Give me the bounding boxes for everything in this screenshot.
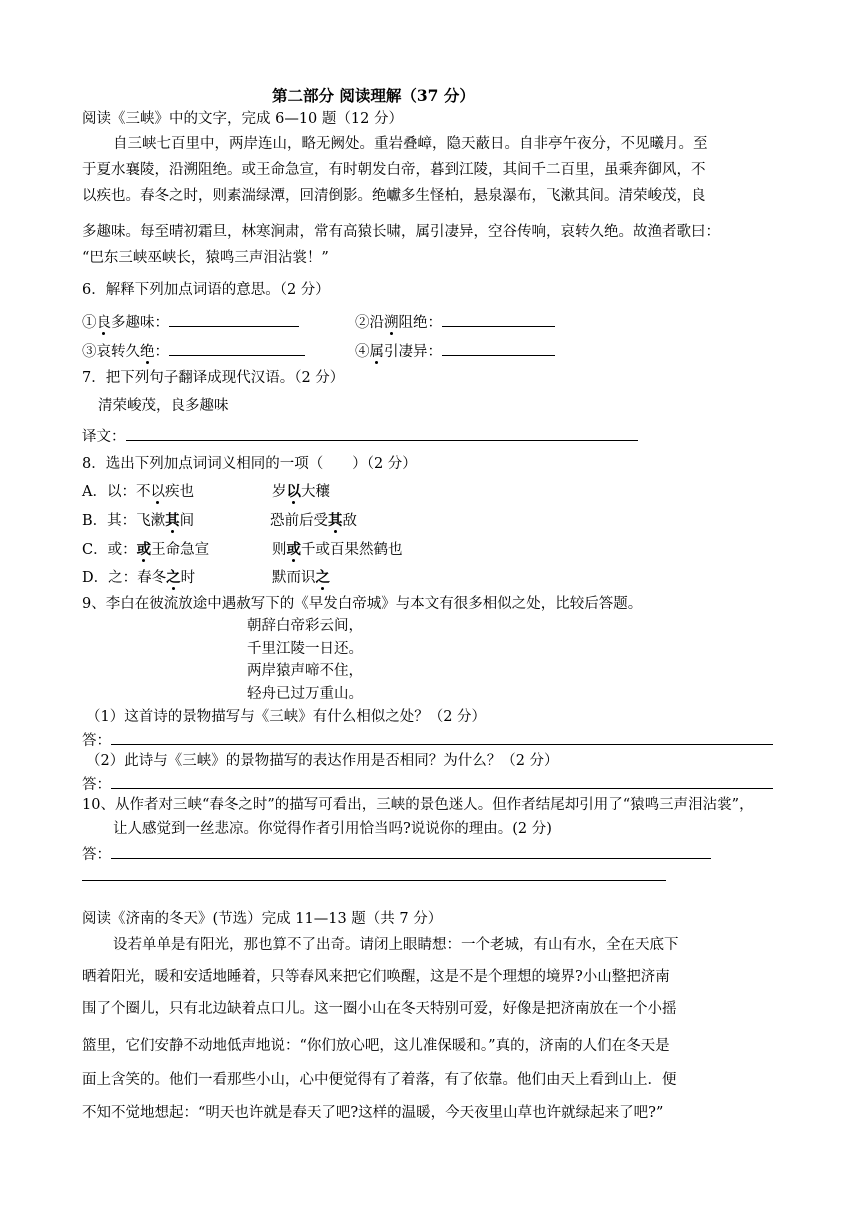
q7-stem: 7．把下列句子翻译成现代汉语。（2 分） (82, 370, 345, 386)
q6-item-d (355, 341, 555, 361)
q6-item-c (82, 341, 305, 361)
q8-c2-post: 千或百果然鹤也 (301, 542, 403, 558)
sec1-para-line: “巴东三峡巫峡长，猿鸣三声泪沾裳！” (82, 250, 329, 266)
q6-c-post: ： (154, 344, 169, 360)
q8-a-label: A．以：不 (82, 484, 151, 500)
poem-line: 轻舟已过万重山。 (247, 686, 363, 702)
sec2-para-line: 围了个圈儿，只有北边缺着点口儿。这一圈小山在冬天特别可爱，好像是把济南放在一个小摇 (82, 1001, 677, 1017)
q6-d-dotted-word: 属 (369, 344, 384, 360)
q8-b-label: B．其：飞漱 (82, 513, 166, 529)
q8-option-b (82, 512, 194, 530)
q8-d-dotted-1: 之 (166, 569, 181, 586)
q8-c-label: C．或： (82, 542, 137, 558)
q10-answer-label: 答： (82, 847, 111, 863)
q10-stem-line2: 让人感觉到一丝悲凉。你觉得作者引用恰当吗?说说你的理由。(2 分) (113, 821, 552, 837)
q6-c-answer-blank[interactable] (169, 341, 305, 356)
sec2-para-line: 篮里，它们安静不动地低声地说：“你们放心吧，这儿准保暖和。”真的，济南的人们在冬天是 (82, 1038, 670, 1054)
q8-option-a-2 (272, 483, 330, 501)
q6-item-b (355, 312, 555, 332)
q6-a-pre: ① (82, 315, 97, 331)
q6-a-answer-blank[interactable] (169, 312, 299, 327)
q6-b-answer-blank[interactable] (442, 312, 555, 327)
q9-answer1-label: 答： (82, 733, 111, 749)
sec2-para-line: 设若单单是有阳光，那也算不了出奇。请闭上眼睛想：一个老城，有山有水，全在天底下 (113, 937, 679, 953)
q6-stem: 6．解释下列加点词语的意思。（2 分） (82, 282, 330, 298)
q8-d-dotted-2: 之 (315, 569, 330, 586)
q7-answer-label: 译文： (82, 429, 126, 445)
section-title: 第二部分 阅读理解（37 分） (272, 86, 475, 105)
q8-c-mid: 王命急宣 (151, 542, 210, 558)
poem-line: 千里江陵一日还。 (247, 641, 363, 657)
q6-c-pre: ③哀转久 (82, 344, 140, 360)
q8-option-c-2 (272, 541, 403, 559)
q6-d-pre: ④ (355, 344, 370, 360)
q8-option-a (82, 483, 194, 501)
q6-item-a (82, 312, 299, 332)
q6-b-dotted-word: 溯 (384, 315, 399, 331)
q10-answer-blank[interactable] (111, 844, 711, 859)
q8-b-mid: 间 (179, 513, 195, 529)
q8-d-mid: 时 (180, 570, 196, 586)
sec1-para-line: 以疾也。春冬之时，则素湍绿潭，回清倒影。绝巘多生怪柏，悬泉瀑布，飞漱其间。清荣峻茂，良 (82, 188, 706, 204)
sec1-intro: 阅读《三峡》中的文字，完成 6—10 题（12 分） (82, 111, 403, 127)
q8-c-dotted-1: 或 (136, 541, 152, 558)
sec2-intro: 阅读《济南的冬天》(节选）完成 11—13 题（共 7 分） (82, 911, 443, 927)
q8-a2-pre: 岁 (272, 484, 287, 500)
sec2-para-line: 不知不觉地想起：“明天也许就是春天了吧?这样的温暖，今天夜里山草也许就绿起来了吧?” (82, 1105, 664, 1121)
q6-c-dotted-word: 绝 (140, 344, 155, 360)
sec2-para-line: 晒着阳光，暖和安适地睡着，只等春风来把它们唤醒，这是不是个理想的境界?小山整把济南 (82, 969, 670, 985)
q9-answer1-blank[interactable] (111, 730, 773, 745)
sec1-para-line: 自三峡七百里中，两岸连山，略无阙处。重岩叠嶂，隐天蔽日。自非亭午夜分，不见曦月。至 (113, 136, 708, 152)
q8-a-dotted-2: 以 (286, 483, 301, 500)
q9-stem: 9、李白在彼流放途中遇赦写下的《早发白帝城》与本文有很多相似之处，比较后答题。 (82, 596, 643, 612)
poem-line: 两岸猿声啼不住， (247, 663, 363, 679)
sec2-para-line: 面上含笑的。他们一看那些小山，心中便觉得有了着落，有了依靠。他们由天上看到山上．便 (82, 1072, 677, 1088)
q7-answer-blank[interactable] (126, 426, 638, 441)
q8-c-dotted-2: 或 (286, 541, 301, 558)
q10-answer-blank-2[interactable] (82, 880, 666, 881)
q9-answer2-blank[interactable] (111, 774, 773, 789)
q8-option-d-2 (272, 569, 330, 587)
q8-d-label: D．之：春冬 (82, 570, 167, 586)
q8-d2-pre: 默而识 (272, 570, 316, 586)
q8-b2-pre: 恐前后受 (270, 513, 328, 529)
q8-option-d (82, 569, 195, 587)
q9-answer1-line (82, 730, 773, 750)
q8-b-dotted-1: 其 (165, 512, 180, 529)
q8-option-b-2 (270, 512, 357, 530)
q6-a-post: 多趣味： (111, 315, 169, 331)
poem-line: 朝辞白帝彩云间， (247, 618, 363, 634)
q6-b-pre: ②沿 (355, 315, 384, 331)
q8-a-mid: 疾也 (164, 484, 194, 500)
q7-answer-line (82, 426, 638, 446)
q8-option-c (82, 541, 209, 559)
q9-sub2: （2）此诗与《三峡》的景物描写的表达作用是否相同？为什么？（2 分） (86, 753, 559, 769)
q10-answer-line (82, 844, 711, 864)
q6-a-dotted-word: 良 (96, 315, 111, 331)
q10-stem-line1: 10、从作者对三峡“春冬之时”的描写可看出，三峡的景色迷人。但作者结尾却引用了“猿鸣三声泪沾裳”， (82, 797, 754, 813)
q6-b-post: 阻绝： (398, 315, 442, 331)
q8-a2-post: 大穰 (301, 484, 330, 500)
q9-answer2-label: 答： (82, 777, 111, 793)
sec1-para-line: 于夏水襄陵，沿溯阻绝。或王命急宣，有时朝发白帝，暮到江陵，其间千二百里，虽乘奔御风，不 (82, 162, 706, 178)
q7-sentence: 清荣峻茂，良多趣味 (98, 398, 229, 414)
q8-stem: 8．选出下列加点词词义相同的一项（ ）（2 分） (82, 456, 417, 472)
q9-answer2-line (82, 774, 773, 794)
q8-b2-post: 敌 (342, 513, 357, 529)
sec1-para-line: 多趣味。每至晴初霜旦，林寒涧肃，常有高猿长啸，属引凄异，空谷传响，哀转久绝。故渔者歌曰： (82, 224, 720, 240)
q8-c2-pre: 则 (272, 542, 287, 558)
q8-a-dotted-1: 以 (150, 484, 165, 500)
q6-d-answer-blank[interactable] (442, 341, 555, 356)
q6-d-post: 引凄异： (384, 344, 442, 360)
q9-sub1: （1）这首诗的景物描写与《三峡》有什么相似之处？（2 分） (86, 709, 487, 725)
q8-b-dotted-2: 其 (328, 512, 343, 529)
